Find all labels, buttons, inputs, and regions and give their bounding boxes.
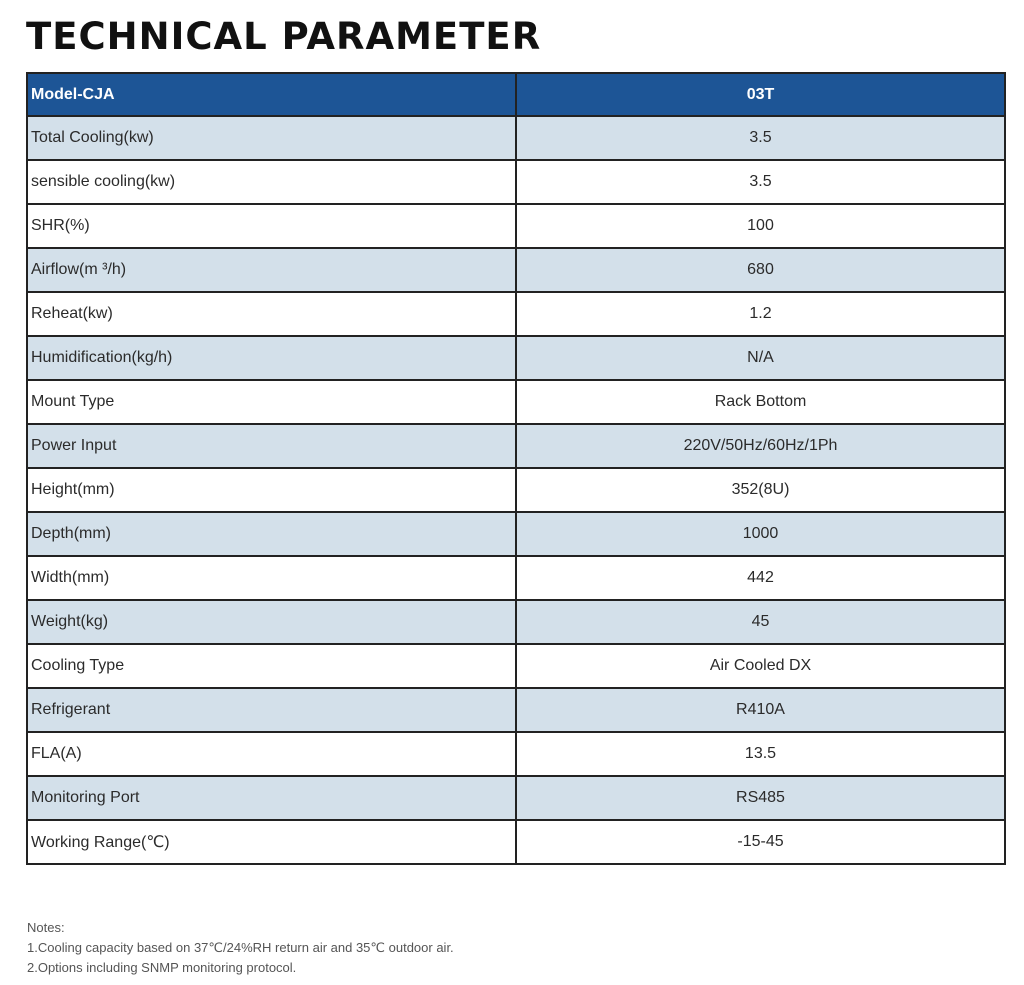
notes-heading: Notes: (27, 920, 65, 935)
note-item: 2.Options including SNMP monitoring protocol. (27, 960, 297, 975)
note-item: 1.Cooling capacity based on 37℃/24%RH return air and 35℃ outdoor air. (27, 940, 454, 955)
row-value: -15-45 (516, 820, 1005, 864)
row-value: 680 (516, 248, 1005, 292)
header-model-label: Model-CJA (27, 73, 516, 116)
table-row (27, 424, 1005, 468)
row-label: Power Input (27, 424, 516, 468)
notes-section (27, 918, 454, 978)
row-label: Refrigerant (27, 688, 516, 732)
row-value: 45 (516, 600, 1005, 644)
table-row (27, 380, 1005, 424)
row-label: Height(mm) (27, 468, 516, 512)
table-row (27, 468, 1005, 512)
row-label: Airflow(m ³/h) (27, 248, 516, 292)
table-row (27, 820, 1005, 864)
table-row (27, 600, 1005, 644)
table-row (27, 292, 1005, 336)
row-label: Reheat(kw) (27, 292, 516, 336)
row-label: Humidification(kg/h) (27, 336, 516, 380)
table-row (27, 160, 1005, 204)
row-value: Rack Bottom (516, 380, 1005, 424)
row-value: 220V/50Hz/60Hz/1Ph (516, 424, 1005, 468)
table-row (27, 688, 1005, 732)
row-label: Working Range(℃) (27, 820, 516, 864)
row-label: Cooling Type (27, 644, 516, 688)
row-value: 13.5 (516, 732, 1005, 776)
row-value: 3.5 (516, 116, 1005, 160)
row-value: 3.5 (516, 160, 1005, 204)
table-row (27, 204, 1005, 248)
table-header-row (27, 73, 1005, 116)
row-label: Mount Type (27, 380, 516, 424)
page-title: TECHNICAL PARAMETER (26, 15, 542, 58)
header-model-value: 03T (516, 73, 1005, 116)
row-label: Weight(kg) (27, 600, 516, 644)
table-row (27, 732, 1005, 776)
row-label: SHR(%) (27, 204, 516, 248)
row-label: Depth(mm) (27, 512, 516, 556)
row-value: 352(8U) (516, 468, 1005, 512)
row-label: sensible cooling(kw) (27, 160, 516, 204)
table-row (27, 116, 1005, 160)
row-value: 442 (516, 556, 1005, 600)
table-row (27, 556, 1005, 600)
row-value: R410A (516, 688, 1005, 732)
row-value: Air Cooled DX (516, 644, 1005, 688)
row-value: 1000 (516, 512, 1005, 556)
row-label: Width(mm) (27, 556, 516, 600)
technical-parameter-table (26, 72, 1006, 865)
table-row (27, 644, 1005, 688)
row-value: RS485 (516, 776, 1005, 820)
table-row (27, 776, 1005, 820)
row-label: Total Cooling(kw) (27, 116, 516, 160)
row-value: 100 (516, 204, 1005, 248)
row-label: FLA(A) (27, 732, 516, 776)
table-row (27, 512, 1005, 556)
table-row (27, 336, 1005, 380)
table-row (27, 248, 1005, 292)
row-value: 1.2 (516, 292, 1005, 336)
row-label: Monitoring Port (27, 776, 516, 820)
row-value: N/A (516, 336, 1005, 380)
